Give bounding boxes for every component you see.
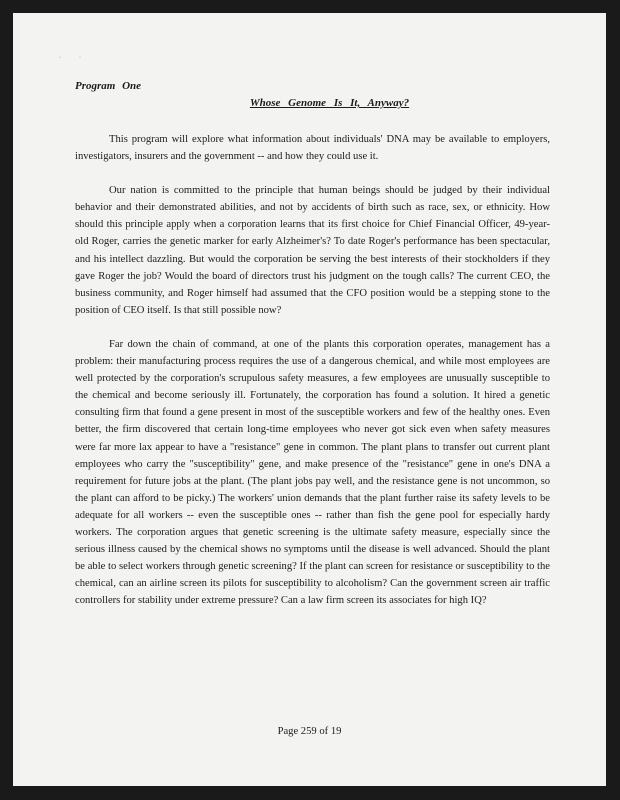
page-title: Whose Genome Is It, Anyway? — [249, 97, 410, 109]
paragraph-intro: This program will explore what information about individuals' DNA may be available to employers, investigators, insurers and the government -- and how they could use it. — [75, 134, 550, 163]
document-page — [13, 13, 606, 786]
document-body — [75, 131, 550, 626]
paragraph-plant: Far down the chain of command, at one of the plants this corporation operates, management has a problem: their manufacturing process requires the use of a dangerous chemical, and while most employees are well protected by the corporation's scrupulous safety measures, a few employees are unusually susceptible to the chemical and become seriously ill. Fortunately, the corporation has found a solution. It hired a genetic consulting firm that found a gene present in most of the susceptible workers and few of the healthy ones. Even better, the firm discovered that certain long-time employees who never got sick even when safety measures were far more lax appear to have a "resistance" gene in common. The plant plans to transfer out current plant employees who carry the "susceptibility" gene, and make presence of the "resistance" gene in one's DNA a requirement for future jobs at the plant. (The plant jobs pay well, and the resistance gene is not uncommon, so the plant can afford to be picky.) The workers' union demands that the plant further raise its safety levels to be adequate for all workers -- even the susceptible ones -- rather than fish the gene pool for especially hardy workers. The corporation argues that genetic screening is the ultimate safety measure, especially since the serious illness caused by the chemical shows no symptoms until the disease is well advanced. Should the plant be able to select workers through genetic screening? If the plant can screen for resistance or susceptibility to the chemical, can an airline screen its pilots for susceptibility to alcoholism? Can the government screen air traffic controllers for stability under extreme pressure? Can a law firm screen its associates for high IQ? — [75, 338, 550, 607]
program-label: Program One — [75, 80, 142, 92]
scan-specks: · · — [59, 55, 81, 61]
paragraph-roger: Our nation is committed to the principle that human beings should be judged by their individual behavior and their demonstrated abilities, and not by accidents of birth such as race, sex, or ethnicity. How should this principle apply when a corporation learns that its first choice for Chief Financial Officer, 49-year-old Roger, carries the genetic marker for early Alzheimer's? To date Roger's performance has been spectacular, and his intellect dazzling. But would the corporation be serving the best interests of their stockholders if they gave Roger the job? Would the board of directors trust his judgment on the tough calls? The current CEO, the business community, and Roger himself had assumed that the CFO position would be a stepping stone to the position of CEO itself. Is that still possible now? — [75, 185, 550, 316]
page-number: Page 259 of 19 — [277, 726, 342, 737]
